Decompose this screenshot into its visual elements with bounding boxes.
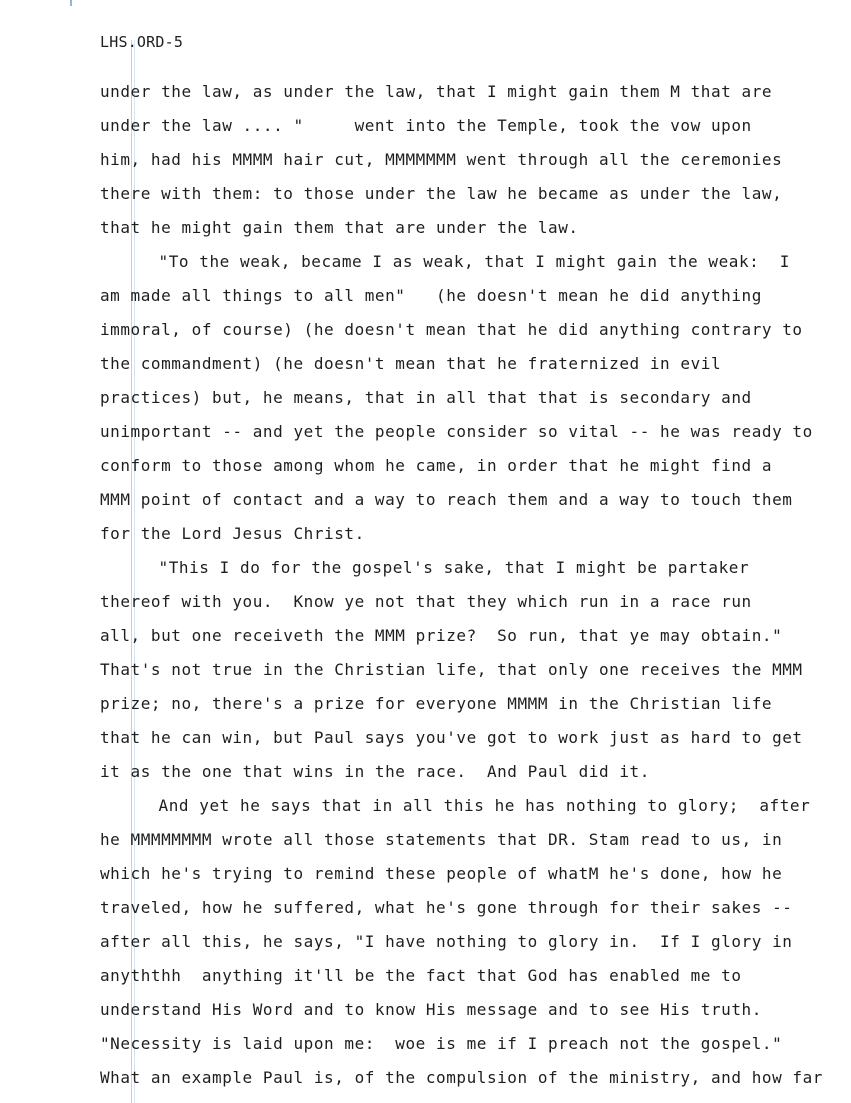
text-line: What an example Paul is, of the compulsion of the ministry, and how far xyxy=(100,1068,823,1087)
text-line: prize; no, there's a prize for everyone MMMM in the Christian life xyxy=(100,694,773,713)
text-line: am made all things to all men" (he doesn't mean he did anything xyxy=(100,286,762,305)
text-line: which he's trying to remind these people of whatM he's done, how he xyxy=(100,864,783,883)
text-line: him, had his MMMM hair cut, MMMMMMM went through all the ceremonies xyxy=(100,150,783,169)
text-line: conform to those among whom he came, in order that he might find a xyxy=(100,456,773,475)
text-line: "This I do for the gospel's sake, that I might be partaker xyxy=(128,558,750,577)
text-line: he MMMMMMMM wrote all those statements that DR. Stam read to us, in xyxy=(100,830,783,849)
text-line: the commandment) (he doesn't mean that he fraternized in evil xyxy=(100,354,722,373)
text-line: under the law, as under the law, that I might gain them M that are xyxy=(100,82,773,101)
text-line: That's not true in the Christian life, that only one receives the MMM xyxy=(100,660,803,679)
text-line: "To the weak, became I as weak, that I might gain the weak: I xyxy=(128,252,790,271)
text-line: "Necessity is laid upon me: woe is me if I preach not the gospel." xyxy=(100,1034,783,1053)
text-line: traveled, how he suffered, what he's gone through for their sakes -- xyxy=(100,898,793,917)
text-line: after all this, he says, "I have nothing to glory in. If I glory in xyxy=(100,932,793,951)
text-line: MMM point of contact and a way to reach them and a way to touch them xyxy=(100,490,793,509)
text-line: for the Lord Jesus Christ. xyxy=(100,524,365,543)
text-line: that he might gain them that are under the law. xyxy=(100,218,579,237)
text-line: practices) but, he means, that in all that that is secondary and xyxy=(100,388,752,407)
text-line: there with them: to those under the law he became as under the law, xyxy=(100,184,783,203)
text-line: all, but one receiveth the MMM prize? So run, that ye may obtain." xyxy=(100,626,783,645)
text-line: that he can win, but Paul says you've got to work just as hard to get xyxy=(100,728,803,747)
text-line: under the law .... " went into the Temple, took the vow upon xyxy=(100,116,752,135)
text-line: unimportant -- and yet the people consider so vital -- he was ready to xyxy=(100,422,813,441)
text-line: immoral, of course) (he doesn't mean that he did anything contrary to xyxy=(100,320,803,339)
text-line: it as the one that wins in the race. And Paul did it. xyxy=(100,762,650,781)
page-header: LHS.ORD-5 xyxy=(100,33,184,51)
text-line: anyththh anything it'll be the fact that God has enabled me to xyxy=(100,966,742,985)
text-line: thereof with you. Know ye not that they which run in a race run xyxy=(100,592,752,611)
text-line: understand His Word and to know His message and to see His truth. xyxy=(100,1000,762,1019)
text-line: And yet he says that in all this he has nothing to glory; after xyxy=(128,796,811,815)
